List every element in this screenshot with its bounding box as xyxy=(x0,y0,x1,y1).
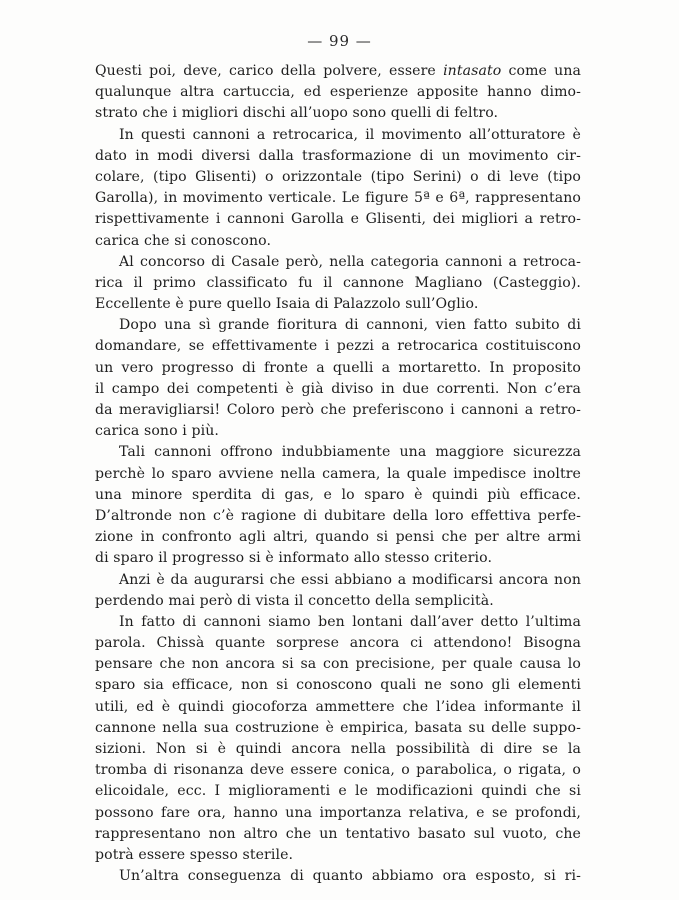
text-line: Un’altra conseguenza di quanto abbiamo ora esposto, si ri- xyxy=(119,868,581,885)
text-line: Tali cannoni offrono indubbiamente una maggiore sicurezza xyxy=(119,444,581,461)
text-line: In questi cannoni a retrocarica, il movimento all’otturatore è xyxy=(119,126,581,143)
body-text xyxy=(95,61,581,887)
text-line: strato che i migliori dischi all’uopo sono quelli di feltro. xyxy=(95,105,499,122)
page-number: — 99 — xyxy=(307,32,372,50)
text-line: utili, ed è quindi giocoforza ammettere che l’idea informante il xyxy=(95,698,581,715)
text-line: possono fare ora, hanno una importanza relativa, e se profondi, xyxy=(95,804,581,821)
italic-word: intasato xyxy=(443,63,502,79)
text-line: da meravigliarsi! Coloro però che preferiscono i cannoni a retro- xyxy=(95,402,581,418)
paragraph xyxy=(95,125,581,252)
text-line: dato in modi diversi dalla trasformazione di un movimento cir- xyxy=(95,147,581,164)
paragraph xyxy=(95,315,581,442)
text-line: qualunque altra cartuccia, ed esperienze apposite hanno dimo- xyxy=(95,84,581,101)
text-line: elicoidale, ecc. I miglioramenti e le modificazioni quindi che si xyxy=(95,783,581,800)
text-line: zione in confronto agli altri, quando si pensi che per altre armi xyxy=(95,529,581,546)
text-line: Questi poi, deve, carico della polvere, essere intasato come una xyxy=(95,63,582,79)
text-line: rispettivamente i cannoni Garolla e Glisenti, dei migliori a retro- xyxy=(95,211,581,228)
text-line: domandare, se effettivamente i pezzi a retrocarica costituiscono xyxy=(95,338,581,355)
text-line: Al concorso di Casale però, nella categoria cannoni a retroca- xyxy=(119,253,581,270)
text-line: pensare che non ancora si sa con precisione, per quale causa lo xyxy=(95,656,581,673)
paragraph xyxy=(95,570,581,612)
text-line: potrà essere spesso sterile. xyxy=(95,846,294,863)
text-line: un vero progresso di fronte a quelli a mortaretto. In proposito xyxy=(95,359,581,376)
text-line: In fatto di cannoni siamo ben lontani dall’aver detto l’ultima xyxy=(119,613,581,630)
text-line: carica che si conoscono. xyxy=(95,232,272,249)
text-line: una minore sperdita di gas, e lo sparo è quindi più efficace. xyxy=(95,486,581,503)
text-line: perchè lo sparo avviene nella camera, la quale impedisce inoltre xyxy=(95,465,581,482)
text-line: cannone nella sua costruzione è empirica, basata su delle suppo- xyxy=(95,719,581,736)
paragraph xyxy=(95,866,581,887)
text-line: sizioni. Non si è quindi ancora nella possibilità di dire se la xyxy=(95,741,581,757)
text-line: D’altronde non c’è ragione di dubitare della loro effettiva perfe- xyxy=(95,507,581,524)
paragraph xyxy=(95,252,581,316)
text-line: di sparo il progresso si è informato allo stesso criterio. xyxy=(95,550,493,567)
text-line: colare, (tipo Glisenti) o orizzontale (tipo Serini) o di leve (tipo xyxy=(95,168,581,185)
text-line: Anzi è da augurarsi che essi abbiano a modificarsi ancora non xyxy=(119,571,581,588)
text-line: parola. Chissà quante sorprese ancora ci attendono! Bisogna xyxy=(95,635,581,652)
paragraph xyxy=(95,61,581,125)
text-line: perdendo mai però di vista il concetto della semplicità. xyxy=(95,592,494,609)
text-line: rica il primo classificato fu il cannone Magliano (Casteggio). xyxy=(95,274,581,291)
text-line: rappresentano non altro che un tentativo basato sul vuoto, che xyxy=(95,825,581,842)
paragraph xyxy=(95,612,581,866)
text-line: Dopo una sì grande fioritura di cannoni, vien fatto subito di xyxy=(119,317,581,334)
text-line: carica sono i più. xyxy=(95,423,219,440)
text-line: il campo dei competenti è già diviso in due correnti. Non c’era xyxy=(95,380,581,397)
paragraph xyxy=(95,442,581,569)
text-line: tromba di risonanza deve essere conica, o parabolica, o rigata, o xyxy=(95,762,581,779)
text-line: Garolla), in movimento verticale. Le figure 5ª e 6ª, rappresentano xyxy=(95,190,581,207)
text-line: Eccellente è pure quello Isaia di Palazzolo sull’Oglio. xyxy=(95,296,479,313)
text-line: sparo sia efficace, non si conoscono quali ne sono gli elementi xyxy=(95,677,581,694)
